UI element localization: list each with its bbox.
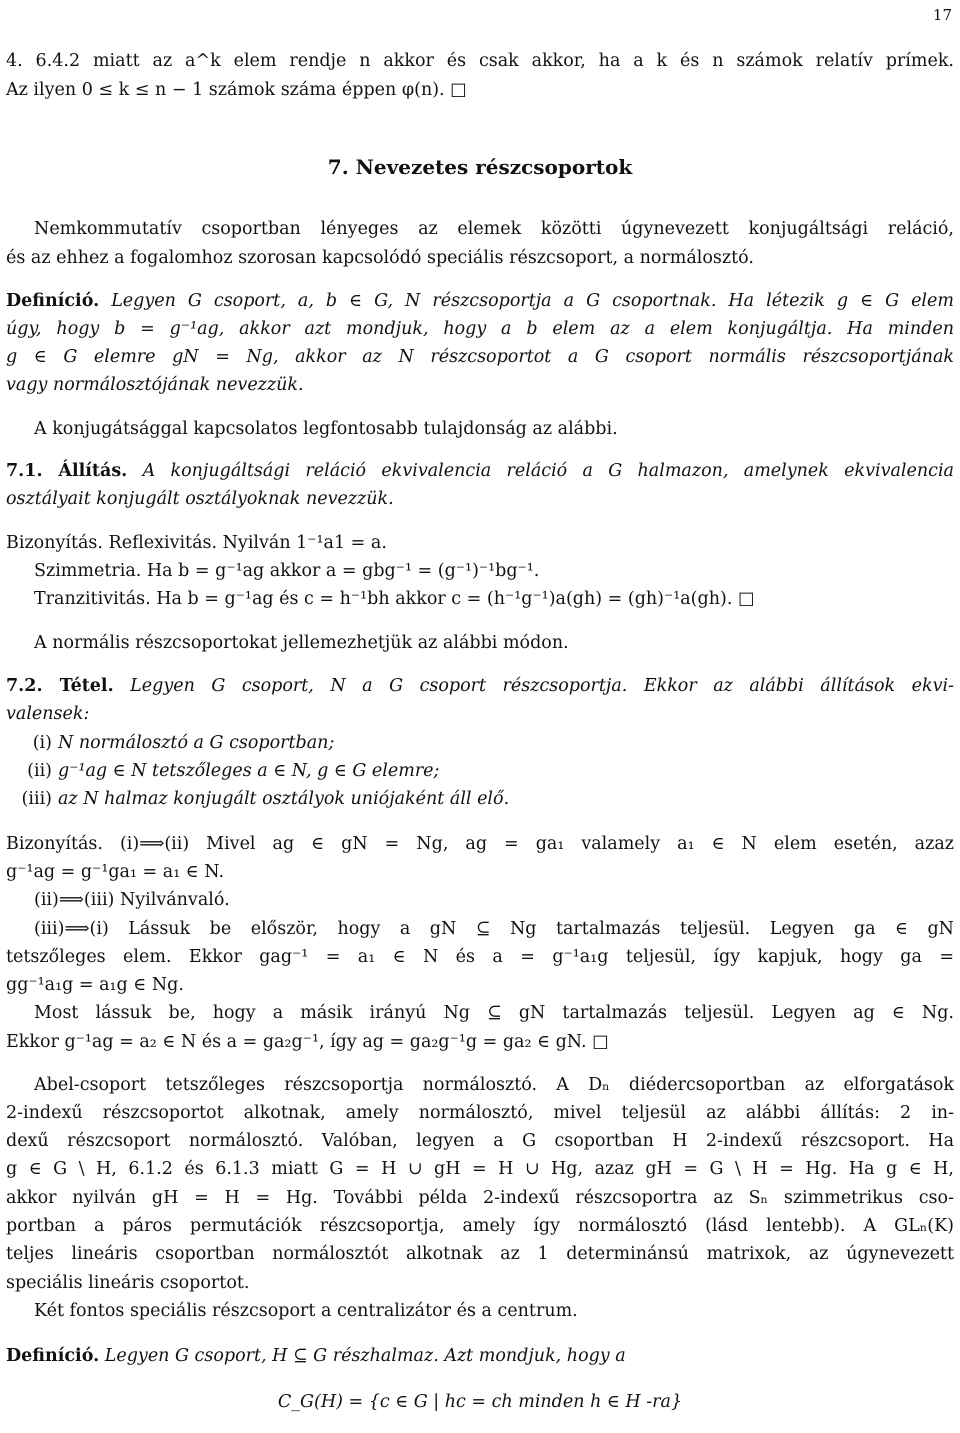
page-number: 17 xyxy=(932,6,952,24)
abel-line-5: akkor nyilván gH = H = Hg. További példa 2-indexű részcsoportra az Sₙ szimmetrikus cso- xyxy=(6,1188,954,1208)
item-number: (i) xyxy=(32,733,52,753)
proof-1-line-3: Tranzitivitás. Ha b = g⁻¹ag és c = h⁻¹bh akkor c = (h⁻¹g⁻¹)a(gh) = (gh)⁻¹a(gh). □ xyxy=(34,589,755,609)
definition-2-text: Legyen G csoport, H ⊆ G részhalmaz. Azt mondjuk, hogy a xyxy=(104,1346,626,1366)
proof-2-line-4: (iii)⟹(i) Lássuk be először, hogy a gN ⊆ Ng tartalmazás teljesül. Legyen ga ∈ gN xyxy=(34,919,954,939)
abel-line-3: dexű részcsoport normálosztó. Valóban, legyen a G csoportban H 2-indexű részcsoport. Ha xyxy=(6,1131,954,1151)
item-text: az N halmaz konjugált osztályok uniójaként áll elő. xyxy=(58,789,510,809)
abel-line-1: Abel-csoport tetszőleges részcsoportja normálosztó. A Dₙ diédercsoportban az elforgatások xyxy=(34,1075,954,1095)
claim-text-1: A konjugáltsági reláció ekvivalencia reláció a G halmazon, amelynek ekvivalencia xyxy=(142,461,954,481)
intro-line-1: Nemkommutatív csoportban lényeges az elemek közötti úgynevezett konjugáltsági reláció, xyxy=(34,219,954,239)
intro-line-2: és az ehhez a fogalomhoz szorosan kapcsolódó speciális részcsoport, a normálosztó. xyxy=(6,248,754,268)
theorem-label: 7.2. Tétel. xyxy=(6,676,114,696)
theorem-line-2: valensek: xyxy=(6,704,90,724)
abel-line-6: portban a páros permutációk részcsoportja, amely így normálosztó (lásd lentebb). A GLₙ(K) xyxy=(6,1216,954,1236)
proof-end-line-2: Az ilyen 0 ≤ k ≤ n − 1 számok száma éppen φ(n). □ xyxy=(6,80,467,100)
item-number: (iii) xyxy=(21,789,52,809)
theorem-item-1 xyxy=(0,731,334,755)
remark-1: A konjugátsággal kapcsolatos legfontosabb tulajdonság az alábbi. xyxy=(34,419,618,439)
definition-1-line-1 xyxy=(6,289,954,313)
remark-3: Két fontos speciális részcsoport a centralizátor és a centrum. xyxy=(34,1301,578,1321)
remark-2: A normális részcsoportokat jellemezhetjük az alábbi módon. xyxy=(34,633,569,653)
definition-1-line-2: úgy, hogy b = g⁻¹ag, akkor azt mondjuk, hogy a b elem az a elem konjugáltja. Ha minden xyxy=(6,319,954,339)
proof-2-line-2: g⁻¹ag = g⁻¹ga₁ = a₁ ∈ N. xyxy=(6,862,225,882)
proof-2-line-3: (ii)⟹(iii) Nyilvánvaló. xyxy=(34,890,230,910)
definition-1-line-4: vagy normálosztójának nevezzük. xyxy=(6,375,304,395)
item-number: (ii) xyxy=(27,761,52,781)
definition-1-line-3: g ∈ G elemre gN = Ng, akkor az N részcsoportot a G csoport normális részcsoportjának xyxy=(6,347,954,367)
definition-1-text-1: Legyen G csoport, a, b ∈ G, N részcsoportja a G csoportnak. Ha létezik g ∈ G elem xyxy=(111,291,954,311)
item-text: N normálosztó a G csoportban; xyxy=(58,733,335,753)
proof-end-line-1: 4. 6.4.2 miatt az a^k elem rendje n akkor és csak akkor, ha a k és n számok relatív prímek. xyxy=(6,51,954,71)
definition-2-line-1 xyxy=(6,1344,954,1368)
centralizer-formula: C_G(H) = {c ∈ G | hc = ch minden h ∈ H -ra} xyxy=(277,1392,683,1412)
proof-1-line-1: Bizonyítás. Reflexivitás. Nyilván 1⁻¹a1 = a. xyxy=(6,533,387,553)
definition-label: Definíció. xyxy=(6,291,100,311)
proof-2-line-1: Bizonyítás. (i)⟹(ii) Mivel ag ∈ gN = Ng, ag = ga₁ valamely a₁ ∈ N elem esetén, azaz xyxy=(6,834,954,854)
abel-line-7: teljes lineáris csoportban normálosztót alkotnak az 1 determinánsú matrixok, az úgynevezett xyxy=(6,1244,954,1264)
proof-2-line-6: gg⁻¹a₁g = a₁g ∈ Ng. xyxy=(6,975,184,995)
theorem-line-1 xyxy=(6,674,954,698)
definition-label: Definíció. xyxy=(6,1346,100,1366)
item-text: g⁻¹ag ∈ N tetszőleges a ∈ N, g ∈ G elemre; xyxy=(58,761,440,781)
claim-line-1 xyxy=(6,459,954,483)
abel-line-2: 2-indexű részcsoportot alkotnak, amely normálosztó, mivel teljesül az alábbi állítás: 2 in- xyxy=(6,1103,954,1123)
section-title: 7. Nevezetes részcsoportok xyxy=(327,155,633,179)
theorem-text-1: Legyen G csoport, N a G csoport részcsoportja. Ekkor az alábbi állítások ekvi- xyxy=(130,676,954,696)
proof-1-line-2: Szimmetria. Ha b = g⁻¹ag akkor a = gbg⁻¹ = (g⁻¹)⁻¹bg⁻¹. xyxy=(34,561,540,581)
claim-line-2: osztályait konjugált osztályoknak nevezzük. xyxy=(6,489,394,509)
proof-2-line-7: Most lássuk be, hogy a másik irányú Ng ⊆ gN tartalmazás teljesül. Legyen ag ∈ Ng. xyxy=(34,1003,954,1023)
proof-2-line-8: Ekkor g⁻¹ag = a₂ ∈ N és a = ga₂g⁻¹, így ag = ga₂g⁻¹g = ga₂ ∈ gN. □ xyxy=(6,1032,609,1052)
claim-label: 7.1. Állítás. xyxy=(6,461,128,481)
theorem-item-2 xyxy=(0,759,439,783)
proof-2-line-5: tetszőleges elem. Ekkor gag⁻¹ = a₁ ∈ N és a = g⁻¹a₁g teljesül, így kapjuk, hogy ga = xyxy=(6,947,954,967)
abel-line-4: g ∈ G \ H, 6.1.2 és 6.1.3 miatt G = H ∪ gH = H ∪ Hg, azaz gH = G \ H = Hg. Ha g ∈ H, xyxy=(6,1159,954,1179)
abel-line-8: speciális lineáris csoportot. xyxy=(6,1273,250,1293)
theorem-item-3 xyxy=(0,787,509,811)
